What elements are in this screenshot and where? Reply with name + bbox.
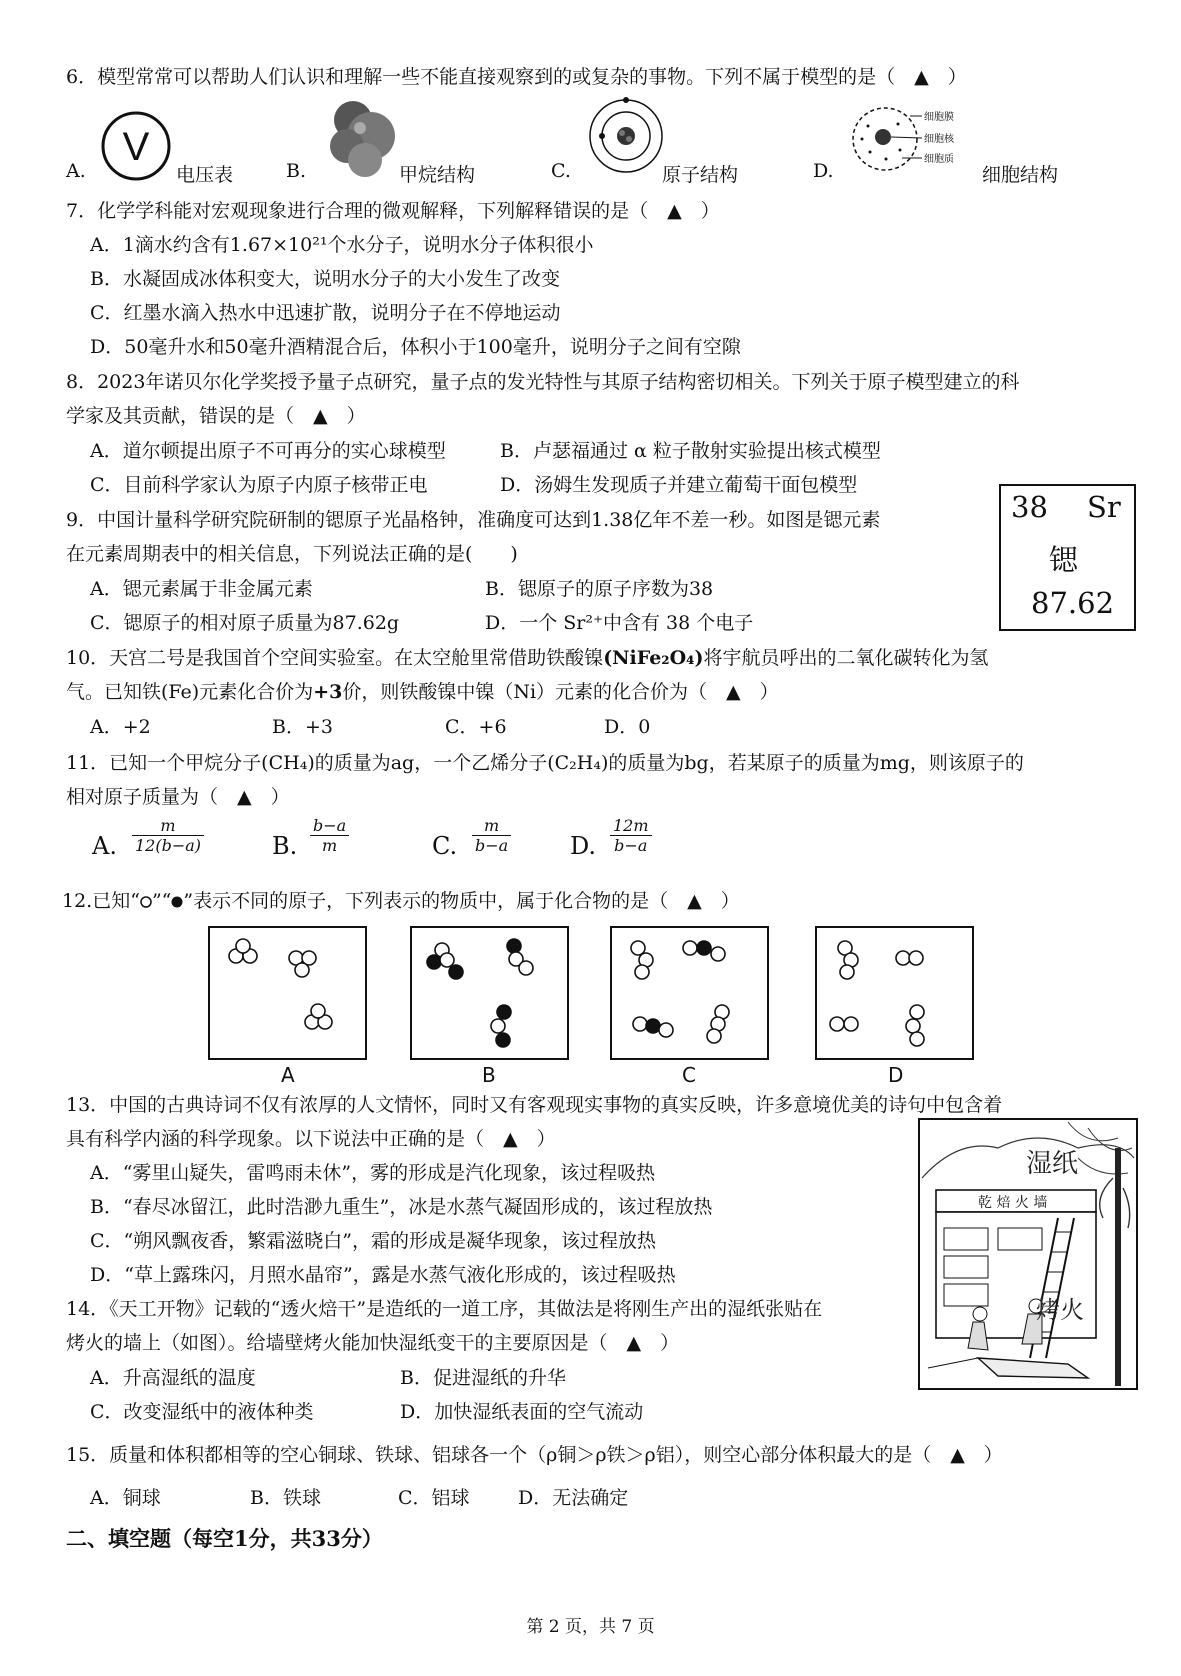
- q6-option-a-text: 电压表: [176, 164, 234, 186]
- q15-option-d: D．无法确定: [518, 1487, 629, 1509]
- q15-option-b: B．铁球: [250, 1487, 321, 1509]
- illustration-label-wet-paper: 湿纸: [1026, 1149, 1079, 1179]
- q8-stem-line1: 8．2023年诺贝尔化学奖授予量子点研究，量子点的发光特性与其原子结构密切相关。下列关于原子模型建立的科: [66, 371, 1020, 393]
- paper-drying-illustration: [918, 1118, 1138, 1390]
- q11-stem-line1: 11．已知一个甲烷分子(CH₄)的质量为ag，一个乙烯分子(C₂H₄)的质量为bg，若某原子的质量为mg，则该原子的: [66, 752, 1024, 774]
- q11-d-numerator: 12m: [610, 816, 652, 836]
- q8-stem-line2: 学家及其贡献，错误的是（ ▲ ）: [66, 405, 366, 427]
- q8-option-a: A．道尔顿提出原子不可再分的实心球模型: [90, 440, 446, 462]
- q15-option-c: C．铝球: [398, 1487, 470, 1509]
- q7-option-a: A．1滴水约含有1.67×10²¹个水分子，说明水分子体积很小: [90, 234, 594, 256]
- q10-stem2-post: 价，则铁酸镍中镍（Ni）元素的化合价为（ ▲ ）: [342, 681, 779, 703]
- q11-option-b-letter: B.: [272, 832, 298, 860]
- q11-option-c-letter: C.: [432, 832, 458, 860]
- element-name: 锶: [1049, 543, 1079, 577]
- molecule-label-d: D: [888, 1063, 904, 1087]
- q6-option-d-letter: D.: [813, 160, 834, 182]
- illustration-sign-text: 乾 焙 火 墙: [978, 1195, 1048, 1211]
- q10-valence: +3: [313, 681, 343, 703]
- section-2-heading: 二、填空题（每空1分，共33分）: [66, 1526, 383, 1551]
- q6-option-d-text: 细胞结构: [982, 164, 1059, 186]
- cell-label-nucleus: 细胞核: [924, 134, 954, 145]
- illustration-label-fire: 烤火: [1036, 1296, 1084, 1324]
- q8-option-d: D．汤姆生发现质子并建立葡萄干面包模型: [500, 474, 858, 496]
- q13-option-a: A．“雾里山疑失，雷鸣雨未休”，雾的形成是汽化现象，该过程吸热: [90, 1162, 656, 1184]
- cell-label-cytoplasm: 细胞质: [924, 154, 954, 165]
- q13-stem-line1: 13．中国的古典诗词不仅有浓厚的人文情怀，同时又有客观现实事物的真实反映，许多意境优美的诗句中包含着: [66, 1094, 1003, 1116]
- cell-label-membrane: 细胞膜: [924, 112, 954, 123]
- voltmeter-symbol-icon: [100, 110, 172, 182]
- molecules-c-diagram: [610, 926, 765, 1056]
- q7-option-d: D．50毫升水和50毫升酒精混合后，体积小于100毫升，说明分子之间有空隙: [90, 336, 741, 358]
- q6-option-c-letter: C.: [551, 160, 571, 182]
- q15-stem: 15．质量和体积都相等的空心铜球、铁球、铝球各一个（ρ铜＞ρ铁＞ρ铝），则空心部分体积最大的是（ ▲ ）: [66, 1444, 1003, 1466]
- q11-option-d-fraction: [610, 816, 652, 855]
- element-symbol: Sr: [1087, 490, 1121, 524]
- q14-option-a: A．升高湿纸的温度: [90, 1367, 256, 1389]
- q11-c-numerator: m: [472, 816, 511, 836]
- q10-stem2-pre: 气。已知铁(Fe)元素化合价为: [66, 681, 314, 703]
- q6-option-a-letter: A.: [66, 160, 86, 182]
- q6-option-c-text: 原子结构: [662, 164, 739, 186]
- q11-a-denominator: 12(b−a): [135, 836, 202, 855]
- page-footer: 第 2 页，共 7 页: [526, 1617, 655, 1637]
- q9-option-a: A．锶元素属于非金属元素: [90, 578, 313, 600]
- q11-b-denominator: m: [322, 836, 338, 855]
- q9-option-b: B．锶原子的原子序数为38: [485, 578, 714, 600]
- q14-option-b: B．促进湿纸的升华: [400, 1367, 566, 1389]
- methane-model-icon: [325, 98, 405, 178]
- element-atomic-number: 38: [1011, 490, 1048, 524]
- molecule-label-c: C: [682, 1063, 696, 1087]
- q6-stem: 6．模型常常可以帮助人们认识和理解一些不能直接观察到的或复杂的事物。下列不属于模型的是（ ▲ ）: [66, 66, 967, 88]
- q10-stem-pre: 10．天宫二号是我国首个空间实验室。在太空舱里常借助铁酸镍: [66, 647, 604, 669]
- q13-option-c: C．“朔风飘夜香，繁霜滋晓白”，霜的形成是凝华现象，该过程放热: [90, 1230, 656, 1252]
- black-atom-icon: [171, 896, 183, 908]
- q11-a-numerator: m: [132, 816, 204, 836]
- q6-option-b-text: 甲烷结构: [399, 164, 476, 186]
- q10-stem-post: 将宇航员呼出的二氧化碳转化为氢: [703, 647, 989, 669]
- atom-structure-icon: [586, 96, 666, 176]
- q11-option-b-fraction: [310, 816, 349, 855]
- q10-stem-line1: [66, 643, 989, 670]
- q14-option-d: D．加快湿纸表面的空气流动: [400, 1401, 644, 1423]
- q11-option-d-letter: D.: [570, 832, 597, 860]
- q9-option-c: C．锶原子的相对原子质量为87.62g: [90, 612, 400, 634]
- q10-option-c: C．+6: [445, 716, 507, 738]
- q14-stem-line1: 14．《天工开物》记载的“透火焙干”是造纸的一道工序，其做法是将刚生产出的湿纸张贴在: [66, 1298, 823, 1320]
- q11-c-denominator: b−a: [475, 836, 509, 855]
- q12-stem-pre: 12.已知“: [62, 890, 140, 912]
- molecules-b-diagram: [410, 926, 565, 1056]
- element-atomic-mass: 87.62: [1031, 586, 1115, 620]
- q13-stem-line2: 具有科学内涵的科学现象。以下说法中正确的是（ ▲ ）: [66, 1128, 556, 1150]
- q10-stem-line2: [66, 677, 779, 704]
- white-atom-icon: [140, 896, 152, 908]
- q11-option-c-fraction: [472, 816, 511, 855]
- q11-option-a-letter: A.: [92, 832, 117, 860]
- q8-option-b: B．卢瑟福通过 α 粒子散射实验提出核式模型: [500, 440, 881, 462]
- periodic-table-cell: [999, 484, 1136, 631]
- q12-stem: [62, 886, 740, 913]
- q9-option-d: D．一个 Sr²⁺中含有 38 个电子: [485, 612, 754, 634]
- q15-option-a: A．铜球: [90, 1487, 161, 1509]
- molecules-a-diagram: [208, 926, 363, 1056]
- q11-d-denominator: b−a: [614, 836, 648, 855]
- q12-stem-post: ”表示不同的原子，下列表示的物质中，属于化合物的是（ ▲ ）: [183, 890, 740, 912]
- molecules-d-diagram: [815, 926, 970, 1056]
- q11-b-numerator: b−a: [310, 816, 349, 836]
- cell-structure-icon: [850, 104, 980, 174]
- q11-option-a-fraction: [132, 816, 204, 855]
- q13-option-d: D．“草上露珠闪，月照水晶帘”，露是水蒸气液化形成的，该过程吸热: [90, 1264, 676, 1286]
- voltmeter-letter: V: [122, 125, 150, 169]
- q10-option-a: A．+2: [90, 716, 151, 738]
- q6-option-b-letter: B.: [286, 160, 307, 182]
- q11-stem-line2: 相对原子质量为（ ▲ ）: [66, 786, 290, 808]
- q13-option-b: B．“春尽冰留江，此时浩渺九重生”，冰是水蒸气凝固形成的，该过程放热: [90, 1196, 713, 1218]
- molecule-label-b: B: [482, 1063, 496, 1087]
- q14-stem-line2: 烤火的墙上（如图）。给墙壁烤火能加快湿纸变干的主要原因是（ ▲ ）: [66, 1332, 680, 1354]
- q10-formula: (NiFe₂O₄): [603, 647, 704, 669]
- q10-option-d: D．0: [604, 716, 651, 738]
- q7-option-c: C．红墨水滴入热水中迅速扩散，说明分子在不停地运动: [90, 302, 561, 324]
- q12-stem-mid: ”“: [151, 890, 172, 912]
- molecule-label-a: A: [281, 1063, 295, 1087]
- q9-stem-line2: 在元素周期表中的相关信息，下列说法正确的是( ): [66, 543, 518, 565]
- q10-option-b: B．+3: [272, 716, 333, 738]
- q7-stem: 7．化学学科能对宏观现象进行合理的微观解释，下列解释错误的是（ ▲ ）: [66, 200, 720, 222]
- q8-option-c: C．目前科学家认为原子内原子核带正电: [90, 474, 428, 496]
- q14-option-c: C．改变湿纸中的液体种类: [90, 1401, 314, 1423]
- q7-option-b: B．水凝固成冰体积变大，说明水分子的大小发生了改变: [90, 268, 560, 290]
- q9-stem-line1: 9．中国计量科学研究院研制的锶原子光晶格钟，准确度可达到1.38亿年不差一秒。如图是锶元素: [66, 509, 881, 531]
